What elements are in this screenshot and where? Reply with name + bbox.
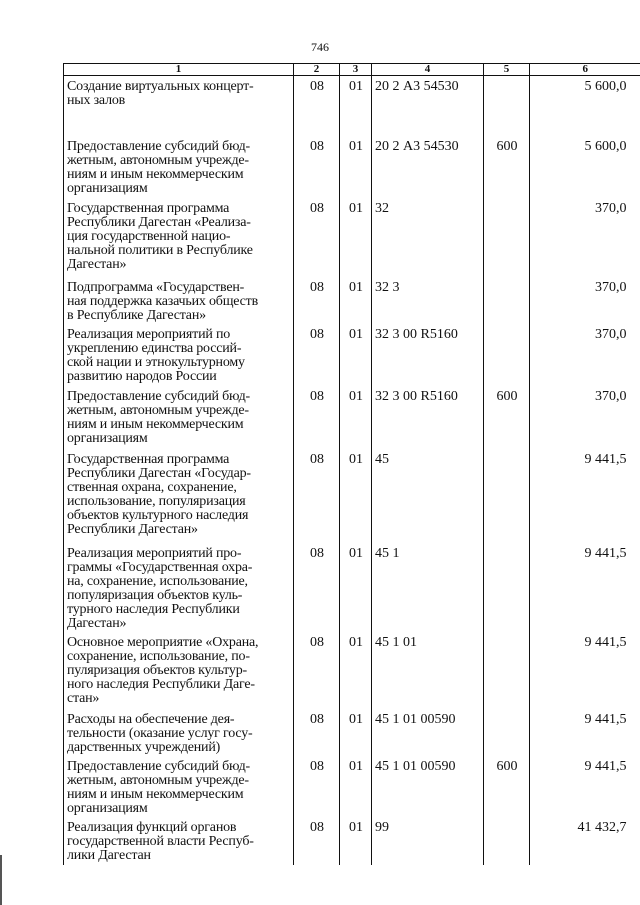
table-row — [64, 277, 640, 324]
column-header: 6 — [530, 64, 640, 76]
row-c5-cell — [484, 277, 530, 324]
row-c5-cell — [484, 449, 530, 543]
row-c3-cell: 01 — [340, 817, 372, 865]
row-c5-cell — [484, 632, 530, 709]
header-row — [64, 64, 640, 76]
table-row — [64, 449, 640, 543]
row-name-cell: Основное мероприятие «Охрана, сохранение, использование, по- пуляризация объектов культур- ного наследия Республики Даге- стан» — [64, 632, 294, 709]
row-c3-cell: 01 — [340, 386, 372, 449]
row-c5-cell — [484, 198, 530, 277]
row-c6-cell: 5 600,0 — [530, 136, 640, 198]
row-c4-cell: 45 — [372, 449, 484, 543]
row-c6-cell: 41 432,7 — [530, 817, 640, 865]
row-c3-cell: 01 — [340, 449, 372, 543]
row-c3-cell: 01 — [340, 198, 372, 277]
table-row — [64, 198, 640, 277]
row-c4-cell: 32 3 00 R5160 — [372, 324, 484, 386]
row-c5-cell — [484, 709, 530, 756]
row-c2-cell: 08 — [294, 449, 340, 543]
row-c3-cell: 01 — [340, 709, 372, 756]
column-header: 1 — [64, 64, 294, 76]
row-c3-cell: 01 — [340, 76, 372, 136]
row-c5-cell: 600 — [484, 136, 530, 198]
row-name-cell: Предоставление субсидий бюд- жетным, автономным учрежде- ниям и иным некоммерческим организациям — [64, 756, 294, 817]
row-c5-cell: 600 — [484, 756, 530, 817]
table-row — [64, 817, 640, 865]
column-header: 2 — [294, 64, 340, 76]
row-name-cell: Реализация функций органов государственной власти Респуб- лики Дагестан — [64, 817, 294, 865]
row-c4-cell: 45 1 01 00590 — [372, 756, 484, 817]
row-c4-cell: 20 2 А3 54530 — [372, 76, 484, 136]
row-c4-cell: 32 3 — [372, 277, 484, 324]
row-name-cell: Государственная программа Республики Дагестан «Реализа- ция государственной нацио- нальной политики в Республике Дагестан» — [64, 198, 294, 277]
row-c5-cell — [484, 76, 530, 136]
row-c4-cell: 45 1 — [372, 543, 484, 632]
table-row — [64, 386, 640, 449]
row-name-cell: Государственная программа Республики Дагестан «Государ- ственная охрана, сохранение, использование, популяризация объектов культурного наследия Республики Дагестан» — [64, 449, 294, 543]
table-row — [64, 76, 640, 136]
page-number: 746 — [311, 40, 329, 54]
row-c6-cell: 9 441,5 — [530, 449, 640, 543]
row-name-cell: Расходы на обеспечение дея- тельности (оказание услуг госу- дарственных учреждений) — [64, 709, 294, 756]
row-c2-cell: 08 — [294, 756, 340, 817]
table-row — [64, 632, 640, 709]
row-c3-cell: 01 — [340, 136, 372, 198]
table-row — [64, 756, 640, 817]
row-c5-cell: 600 — [484, 386, 530, 449]
row-c4-cell: 20 2 А3 54530 — [372, 136, 484, 198]
row-c2-cell: 08 — [294, 324, 340, 386]
row-c6-cell: 9 441,5 — [530, 756, 640, 817]
row-c2-cell: 08 — [294, 198, 340, 277]
row-c3-cell: 01 — [340, 543, 372, 632]
row-name-cell: Предоставление субсидий бюд- жетным, автономным учрежде- ниям и иным некоммерческим организациям — [64, 386, 294, 449]
row-c2-cell: 08 — [294, 277, 340, 324]
column-header: 5 — [484, 64, 530, 76]
row-c5-cell — [484, 324, 530, 386]
row-c2-cell: 08 — [294, 632, 340, 709]
row-c6-cell: 9 441,5 — [530, 709, 640, 756]
row-c3-cell: 01 — [340, 324, 372, 386]
row-c3-cell: 01 — [340, 756, 372, 817]
row-c2-cell: 08 — [294, 136, 340, 198]
row-name-cell: Реализация мероприятий про- граммы «Государственная охра- на, сохранение, использование, популяризация объектов куль- турного наследия Республики Дагестан» — [64, 543, 294, 632]
row-c5-cell — [484, 543, 530, 632]
row-c2-cell: 08 — [294, 709, 340, 756]
table-row — [64, 136, 640, 198]
row-c6-cell: 5 600,0 — [530, 76, 640, 136]
table-row — [64, 324, 640, 386]
row-c3-cell: 01 — [340, 632, 372, 709]
row-c2-cell: 08 — [294, 76, 340, 136]
row-c4-cell: 32 — [372, 198, 484, 277]
table-row — [64, 709, 640, 756]
row-c4-cell: 45 1 01 00590 — [372, 709, 484, 756]
row-c2-cell: 08 — [294, 543, 340, 632]
row-c4-cell: 99 — [372, 817, 484, 865]
row-c2-cell: 08 — [294, 386, 340, 449]
row-c6-cell: 370,0 — [530, 277, 640, 324]
row-c6-cell: 9 441,5 — [530, 632, 640, 709]
row-c6-cell: 370,0 — [530, 324, 640, 386]
row-c5-cell — [484, 817, 530, 865]
row-name-cell: Реализация мероприятий по укреплению единства россий- ской нации и этнокультурному развитию народов России — [64, 324, 294, 386]
scan-edge — [0, 855, 2, 905]
row-name-cell: Предоставление субсидий бюд- жетным, автономным учрежде- ниям и иным некоммерческим организациям — [64, 136, 294, 198]
table-row — [64, 543, 640, 632]
row-c6-cell: 370,0 — [530, 386, 640, 449]
row-name-cell: Подпрограмма «Государствен- ная поддержка казачьих обществ в Республике Дагестан» — [64, 277, 294, 324]
column-header: 4 — [372, 64, 484, 76]
row-c6-cell: 9 441,5 — [530, 543, 640, 632]
row-c4-cell: 45 1 01 — [372, 632, 484, 709]
row-c3-cell: 01 — [340, 277, 372, 324]
column-header: 3 — [340, 64, 372, 76]
row-c4-cell: 32 3 00 R5160 — [372, 386, 484, 449]
budget-table — [63, 63, 640, 865]
row-c6-cell: 370,0 — [530, 198, 640, 277]
row-name-cell: Создание виртуальных концерт- ных залов — [64, 76, 294, 136]
row-c2-cell: 08 — [294, 817, 340, 865]
